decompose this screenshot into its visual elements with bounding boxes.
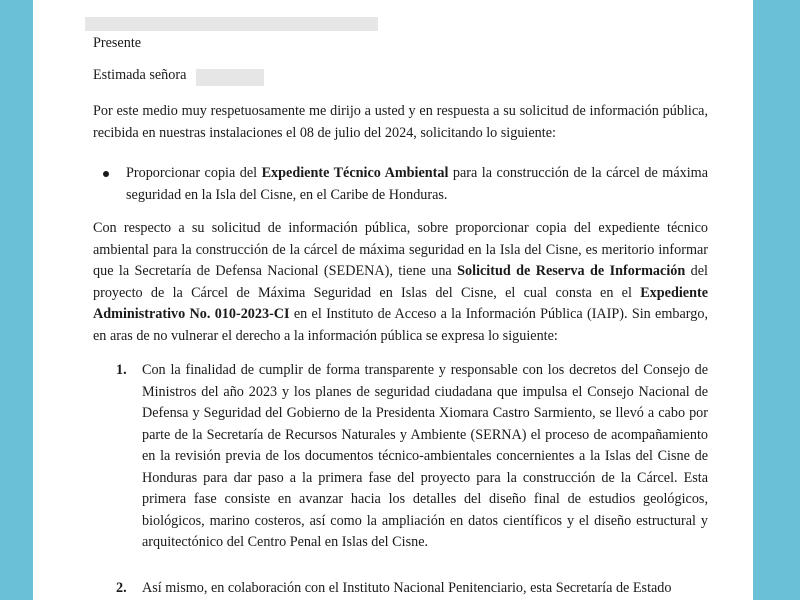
item-1-text: Con la finalidad de cumplir de forma transparente y responsable con los decretos del Consejo de Ministros del año 2023 y los planes de seguridad ciudadana que impulsa el Consejo Nacional de Defensa y Seguridad del Gobierno de la Presidenta Xiomara Castro Sarmiento, se llevó a cabo por parte de la Secretaría de Recursos Naturales y Ambiente (SERNA) el proceso de acompañamiento en la revisión previa de los documentos técnico-ambientales concernientes a la Islas del Cisne de Honduras para dar paso a la primera fase del proyecto para la construcción de la Cárcel. Esta primera fase consiste en avanzar hacia los detalles del diseño final de estudios geológicos, biológicos, marino costeros, así como la ampliación en datos científicos y el diseño estructural y arquitectónico del Centro Penal en Islas del Cisne. (142, 362, 708, 550)
salutation (93, 65, 186, 87)
response-text-3: en el Instituto de Acceso a la Información Pública (IAIP). Sin embargo, en aras de no vulnerar el derecho a la información pública se expresa lo siguiente: (93, 306, 708, 344)
item-1-number: 1. (116, 362, 127, 378)
greeting-present: Presente (93, 35, 142, 51)
expediente-number-bold: Expediente Administrativo No. 010-2023-CI (93, 284, 708, 322)
redacted-recipient-name (85, 17, 378, 31)
left-border (0, 0, 33, 600)
response-text-2: del proyecto de la Cárcel de Máxima Seguridad en Islas del Cisne, el cual consta en el (93, 263, 708, 301)
response-text-1: Con respecto a su solicitud de información pública, sobre proporcionar copia del expediente técnico ambiental para la construcción de la cárcel de máxima seguridad en la Isla del Cisne, es meritorio informar que la Secretaría de Defensa Nacional (SEDENA), tiene una (93, 220, 708, 279)
bullet-icon (103, 171, 109, 177)
intro-paragraph: Por este medio muy respetuosamente me dirijo a usted y en respuesta a su solicitud de información pública, recibida en nuestras instalaciones el 08 de julio del 2024, solicitando lo siguiente: (93, 103, 708, 141)
item-2-number: 2. (116, 580, 127, 596)
item-2-text: Así mismo, en colaboración con el Instituto Nacional Penitenciario, esta Secretaría de Estado (142, 580, 672, 596)
bullet-text-bold: Expediente Técnico Ambiental (261, 165, 449, 181)
right-border (753, 0, 800, 600)
bullet-item (126, 163, 708, 206)
salutation-text: Estimada señora (93, 67, 187, 83)
bullet-text-pre: Proporcionar copia del (126, 165, 262, 181)
bullet-text-post: para la construcción de la cárcel de máxima seguridad en la Isla del Cisne, en el Caribe de Honduras. (126, 165, 709, 203)
document-page (33, 0, 753, 600)
reserve-request-bold: Solicitud de Reserva de Información (457, 263, 686, 279)
redacted-salutation-name (196, 69, 264, 86)
response-paragraph (93, 218, 708, 347)
